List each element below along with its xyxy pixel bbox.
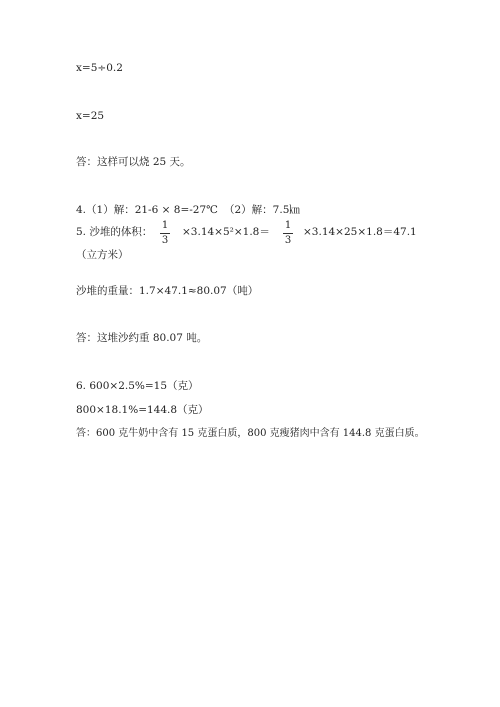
fraction-one-third-1: [160, 220, 170, 247]
problem-4-part-2: （2）解：7.5㎞: [224, 204, 300, 216]
answer-line-3: 答：这样可以烧 25 天。: [76, 156, 191, 168]
fraction-denominator: 3: [161, 235, 169, 246]
fraction-numerator: 1: [284, 220, 292, 231]
answer-line-10: 答：600 克牛奶中含有 15 克蛋白质，800 克瘦猪肉中含有 144.8 克蛋白质。: [76, 428, 425, 439]
problem-5-unit: （立方米）: [76, 249, 129, 261]
equation-line-1: x=5÷0.2: [76, 62, 123, 74]
problem-4-part-1: 4.（1）解：21-6 × 8=-27℃: [76, 204, 218, 216]
fraction-numerator: 1: [161, 220, 169, 231]
fraction-denominator: 3: [284, 235, 292, 246]
fraction-one-third-2: [283, 220, 293, 247]
problem-5-expression-1: ×3.14×5²×1.8＝: [182, 226, 270, 238]
fraction-bar: [283, 233, 293, 234]
problem-5-label: 5. 沙堆的体积：: [76, 226, 153, 238]
equation-line-2: x=25: [76, 110, 105, 122]
problem-6-line-1: 6. 600×2.5%=15（克）: [76, 380, 199, 392]
problem-6-line-2: 800×18.1%=144.8（克）: [76, 404, 209, 416]
answer-line-7: 答：这堆沙约重 80.07 吨。: [76, 332, 208, 344]
sand-weight-line: 沙堆的重量：1.7×47.1≈80.07（吨）: [76, 285, 259, 297]
problem-5-expression-2: ×3.14×25×1.8＝47.1: [303, 226, 417, 238]
fraction-bar: [160, 233, 170, 234]
